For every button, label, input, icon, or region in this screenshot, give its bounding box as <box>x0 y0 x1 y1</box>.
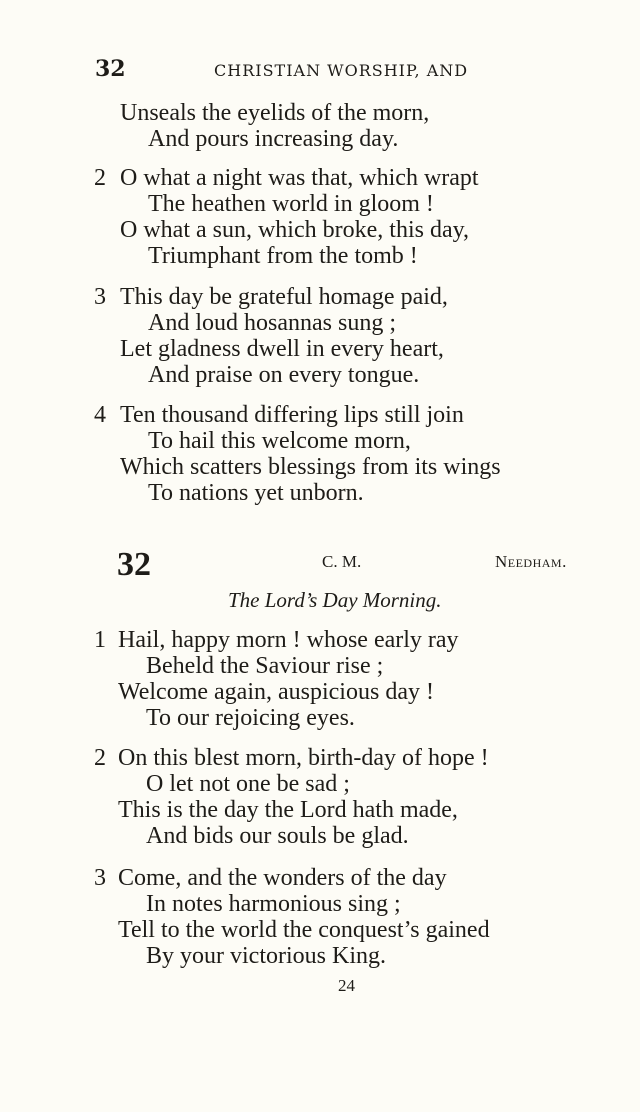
verse-line: Which scatters blessings from its wings <box>120 454 501 480</box>
verse-line: Triumphant from the tomb ! <box>148 243 418 269</box>
page-number: 32 <box>95 56 126 82</box>
verse-line: Unseals the eyelids of the morn, <box>120 100 430 126</box>
verse-line: Hail, happy morn ! whose early ray <box>118 627 459 653</box>
verse-line: To our rejoicing eyes. <box>146 705 355 731</box>
stanza-number: 1 <box>94 627 106 653</box>
verse-line: To nations yet unborn. <box>148 480 364 506</box>
verse-line: O what a sun, which broke, this day, <box>120 217 470 243</box>
stanza-number: 3 <box>94 284 106 310</box>
stanza-number: 3 <box>94 865 106 891</box>
verse-line: To hail this welcome morn, <box>148 428 411 454</box>
verse-line: And praise on every tongue. <box>148 362 420 388</box>
verse-line: By your victorious King. <box>146 943 386 969</box>
hymn-tune: Needham. <box>495 552 567 571</box>
running-title: CHRISTIAN WORSHIP, AND <box>214 61 469 80</box>
hymn-title: The Lord’s Day Morning. <box>228 588 442 612</box>
verse-line: And loud hosannas sung ; <box>148 310 396 336</box>
signature-mark: 24 <box>338 976 355 995</box>
stanza-number: 2 <box>94 745 106 771</box>
verse-line: Tell to the world the conquest’s gained <box>118 917 490 943</box>
page-header <box>0 56 640 86</box>
verse-line: Ten thousand differing lips still join <box>120 402 464 428</box>
verse-line: And bids our souls be glad. <box>146 823 409 849</box>
verse-line: This is the day the Lord hath made, <box>118 797 458 823</box>
stanza-number: 2 <box>94 165 106 191</box>
verse-line: O let not one be sad ; <box>146 771 350 797</box>
verse-line: In notes harmonious sing ; <box>146 891 401 917</box>
verse-line: Beheld the Saviour rise ; <box>146 653 384 679</box>
verse-line: Welcome again, auspicious day ! <box>118 679 434 705</box>
hymn-meter: C. M. <box>322 552 362 571</box>
verse-line: Let gladness dwell in every heart, <box>120 336 444 362</box>
verse-line: Come, and the wonders of the day <box>118 865 447 891</box>
verse-line: On this blest morn, birth-day of hope ! <box>118 745 489 771</box>
hymn-number: 32 <box>117 546 151 583</box>
verse-line: O what a night was that, which wrapt <box>120 165 479 191</box>
verse-line: And pours increasing day. <box>148 126 399 152</box>
verse-line: This day be grateful homage paid, <box>120 284 448 310</box>
stanza-number: 4 <box>94 402 106 428</box>
verse-line: The heathen world in gloom ! <box>148 191 434 217</box>
